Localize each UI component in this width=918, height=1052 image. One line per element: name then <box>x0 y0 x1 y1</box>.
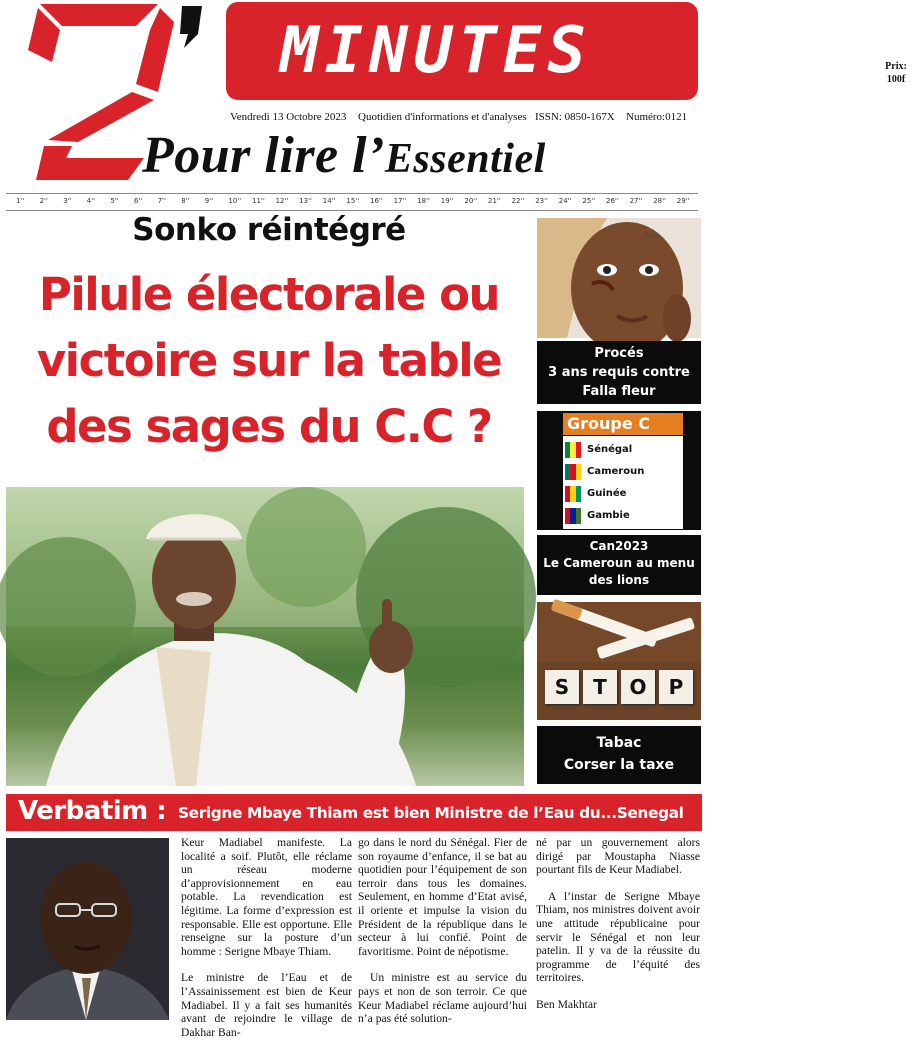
ruler-tick: 9'' <box>204 197 214 205</box>
ruler-tick: 27'' <box>629 197 643 205</box>
ruler-tick: 22'' <box>511 197 525 205</box>
ruler-tick: 12'' <box>275 197 289 205</box>
main-photo-illustration <box>6 487 524 786</box>
team-name: Cameroun <box>587 466 645 477</box>
stop-letter-tile: P <box>659 670 693 704</box>
stop-letter-tiles <box>545 670 693 704</box>
ruler-tick: 8'' <box>181 197 190 205</box>
can-line-2: Le Cameroun au menu <box>543 556 695 570</box>
team-name: Guinée <box>587 488 627 499</box>
ruler-tick: 13'' <box>299 197 312 205</box>
tagline-part2: Essentiel <box>384 136 546 182</box>
ruler-tick: 7'' <box>157 197 166 205</box>
photo-watermark: Free <box>645 232 660 240</box>
tabac-box <box>537 726 701 784</box>
ruler-tick: 23'' <box>535 197 548 205</box>
group-team-row <box>565 505 683 527</box>
stop-smoking-photo <box>537 602 701 720</box>
ruler-tick: 25'' <box>582 197 596 205</box>
ruler-tick: 1'' <box>16 197 25 205</box>
article-paragraph: go dans le nord du Sénégal. Fier de son royaume d’enfance, il se bat au quotidien pour l’équipement de son terroir dans tous les domaines. Seulement, en homme d’Etat avisé, il oriente et impulse la vision du Président de la république dans le secteur à lui confié. Point de favoritisme. Point de népotisme. <box>358 836 527 958</box>
ruler-tick: 29'' <box>676 197 690 205</box>
headline-line-1: Pilule électorale ou <box>38 268 500 321</box>
ruler-tick: 11'' <box>252 197 265 205</box>
issue-meta <box>230 111 700 127</box>
headline-line-3: des sages du C.C ? <box>46 400 492 453</box>
flag-icon <box>565 442 581 458</box>
article-paragraph: A l’instar de Serigne Mbaye Thiam, nos ministres doivent avoir une attitude républicaine pour servir le Sénégal et non leur patelin. Il y va de la réussite du programme de l’équité des territoires. <box>536 889 700 985</box>
ruler-tick: 6'' <box>134 197 143 205</box>
can-box <box>537 535 701 595</box>
flag-icon <box>565 464 581 480</box>
title-banner <box>226 2 907 100</box>
main-headline <box>6 262 532 460</box>
ruler-tick: 2'' <box>39 197 48 205</box>
ruler-tick: 28'' <box>653 197 666 205</box>
flag-icon <box>565 508 581 524</box>
article-paragraph: né par un gouvernement alors dirigé par Moustapha Niasse pourtant fils de Keur Madiabel. <box>536 836 700 877</box>
flag-icon <box>565 486 581 502</box>
ruler-tick: 15'' <box>346 197 360 205</box>
ruler-tick: 10'' <box>228 197 242 205</box>
ruler-tick: 17'' <box>393 197 407 205</box>
ruler-tick: 19'' <box>440 197 454 205</box>
ruler-tick: 26'' <box>606 197 619 205</box>
group-team-row <box>565 439 683 461</box>
stop-letter-tile: O <box>621 670 655 704</box>
main-photo <box>6 487 524 786</box>
stop-letter-tile: S <box>545 670 579 704</box>
ruler-tick: 14'' <box>322 197 336 205</box>
ruler-tick: 18'' <box>417 197 430 205</box>
proces-line-1: Procés <box>594 346 644 361</box>
article-paragraph: Le ministre de l’Eau et de l’Assainissement est bien de Keur Madiabel. Il y a fait ses humanités avant de rejoindre le village de Dakhar Ban- <box>181 971 352 1039</box>
ruler-tick: 20'' <box>464 197 478 205</box>
proces-line-2: 3 ans requis contre <box>548 365 690 380</box>
can-line-3: des lions <box>588 573 650 587</box>
article-paragraph: Un ministre est au service du pays et non de son terroir. Ce que Keur Madiabel réclame aujourd’hui n’a pas été solution- <box>358 971 527 1026</box>
verbatim-label: Verbatim : <box>18 796 167 826</box>
article-column-2 <box>358 836 527 1039</box>
ruler-tick: 21'' <box>488 197 501 205</box>
verbatim-banner <box>6 794 702 831</box>
ruler-tick: 24'' <box>558 197 572 205</box>
group-team-row <box>565 461 683 483</box>
issue-date: Vendredi 13 Octobre 2023 <box>230 111 347 123</box>
price-value: 100f <box>886 74 906 85</box>
can-line-1: Can2023 <box>589 539 649 553</box>
group-title: Groupe C <box>563 413 683 435</box>
group-box <box>537 411 701 530</box>
issue-description: Quotidien d'informations et d'analyses <box>358 111 527 123</box>
tabac-line-2: Corser la taxe <box>563 757 675 773</box>
woman-portrait-illustration <box>537 218 701 338</box>
group-team-list <box>563 436 683 529</box>
proces-box <box>537 341 701 404</box>
minister-portrait-photo <box>6 838 169 1020</box>
ruler-tick: 16'' <box>370 197 383 205</box>
tagline <box>142 126 702 188</box>
newspaper-title: MINUTES <box>280 14 592 88</box>
issue-number: Numéro:0121 <box>626 111 688 123</box>
ruler-tick: 3'' <box>63 197 72 205</box>
price-badge <box>874 54 918 98</box>
apostrophe-mark <box>178 4 204 50</box>
tabac-line-1: Tabac <box>596 735 642 751</box>
issue-issn: ISSN: 0850-167X <box>535 111 615 123</box>
team-name: Sénégal <box>587 444 633 455</box>
article-column-1 <box>181 836 352 1052</box>
article-author: Ben Makhtar <box>536 997 597 1011</box>
article-column-3 <box>536 836 700 1025</box>
ruler-tick: 5'' <box>110 197 119 205</box>
group-team-row <box>565 483 683 505</box>
stop-letter-tile: T <box>583 670 617 704</box>
minister-portrait-illustration <box>6 838 169 1020</box>
verbatim-title: Serigne Mbaye Thiam est bien Ministre de l’Eau du...Senegal <box>178 804 684 822</box>
woman-portrait-photo <box>537 218 701 338</box>
article-paragraph: Keur Madiabel manifeste. La localité a soif. Plutôt, elle réclame un réseau moderne d’approvisionnement en eau potable. La revendication est légitime. La forme d’expression est responsable. Elle est opportune. Elle renseigne sur la posture d’un homme : Serigne Mbaye Thiam. <box>181 836 352 958</box>
price-label: Prix: <box>885 61 907 72</box>
tagline-part1: Pour lire l’ <box>142 127 385 184</box>
main-kicker: Sonko réintégré <box>132 212 406 248</box>
minute-ruler <box>6 193 698 211</box>
headline-line-2: victoire sur la table <box>36 334 502 387</box>
proces-line-3: Falla fleur <box>582 384 656 399</box>
ruler-tick: 4'' <box>86 197 96 205</box>
team-name: Gambie <box>587 510 630 521</box>
